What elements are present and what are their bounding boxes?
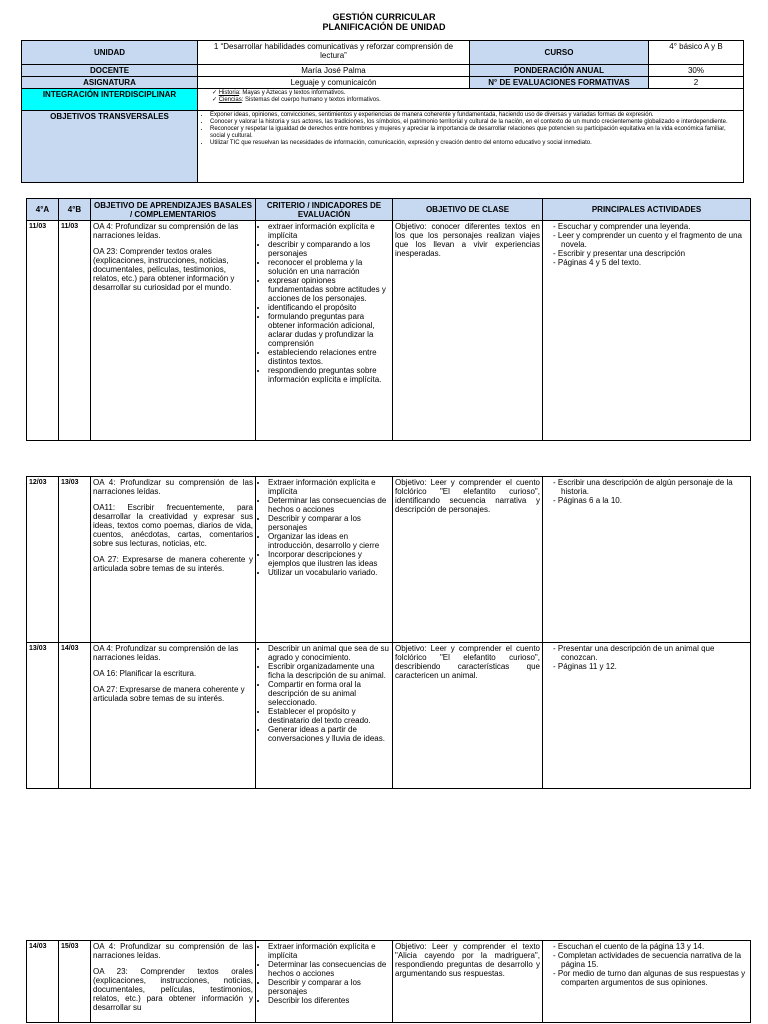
header-oa: OBJETIVO DE APRENDIZAJES BASALES / COMPLEMENTARIOS	[91, 199, 256, 221]
criterio-cell: • Extraer información explícita e implícita • Determinar las consecuencias de hechos o acciones • Describir y comparar a los personajes • Organizar las ideas en introducción, desarrollo y cierre • Incorporar descripciones y ejemplos que ilustren las ideas • Utilizar un vocabulario variado.	[256, 477, 393, 643]
criterio-cell: • extraer información explícita e implícita • describir y comparando a los personajes • reconocer el problema y la solución en una narración • expresar opiniones fundamentadas sobre actitudes y acciones de los personajes. • identificando el propósito • formulando preguntas para obtener información adicional, aclarar dudas y profundizar la comprensión • estableciendo relaciones entre distintos textos. • respondiendo preguntas sobre información explícita e implícita.	[256, 221, 393, 441]
clase-cell: Objetivo: conocer diferentes textos en los que los personajes realizan viajes que los llevan a vivir experiencias inesperadas.	[393, 221, 543, 441]
clase-cell: Objetivo: Leer y comprender el cuento folclórico "El elefantito curioso", describiendo características que caractericen un animal.	[393, 643, 543, 789]
integracion-cell	[198, 89, 744, 111]
transversal-item: • Reconocer y respetar la igualdad de derechos entre hombres y mujeres y apreciar la importancia de desarrollar relaciones que potencien su participación equitativa en la vida económica familiar, social y cultural.	[210, 126, 741, 140]
clase-cell: Objetivo: Leer y comprender el texto "Alicia cayendo por la madriguera", respondiendo preguntas de desarrollo y argumentando sus respuestas.	[393, 941, 543, 1023]
header-4b: 4°B	[59, 199, 91, 221]
date-4a: 13/03	[27, 643, 59, 789]
date-4a: 11/03	[27, 221, 59, 441]
oa-cell: OA 4: Profundizar su comprensión de las narraciones leídas. OA 23: Comprender textos orales (explicaciones, instrucciones, noticias, documentales, películas, testimonios, relatos, etc.) para obtener información y desarrollar su	[91, 941, 256, 1023]
actividades-cell: - Escuchar y comprender una leyenda. - Leer y comprender un cuento y el fragmento de una novela. - Escribir y presentar una descripción - Páginas 4 y 5 del texto.	[543, 221, 751, 441]
table-row	[27, 643, 751, 789]
actividades-cell: - Escuchan el cuento de la página 13 y 14. - Completan actividades de secuencia narrativa de la página 15. - Por medio de turno dan algunas de sus respuestas y comparten argumentos de sus opiniones.	[543, 941, 751, 1023]
header-clase: OBJETIVO DE CLASE	[393, 199, 543, 221]
integracion-label: INTEGRACIÓN INTERDISCIPLINAR	[22, 89, 198, 111]
docente-value: María José Palma	[198, 65, 470, 77]
date-4a: 14/03	[27, 941, 59, 1023]
unidad-value: 1 “Desarrollar habilidades comunicativas y reforzar comprensión de lectura”	[198, 41, 470, 65]
criterio-cell: • Extraer información explícita e implícita • Determinar las consecuencias de hechos o acciones • Describir y comparar a los personajes • Describir los diferentes	[256, 941, 393, 1023]
plan-table-2	[26, 476, 751, 789]
date-4b: 13/03	[59, 477, 91, 643]
header-criterio: CRITERIO / INDICADORES DE EVALUACIÓN	[256, 199, 393, 221]
curso-value: 4° básico A y B	[649, 41, 744, 65]
criterio-cell: • Describir un animal que sea de su agrado y conocimiento. • Escribir organizadamente una ficha la descripción de su animal. • Compartir en forma oral la descripción de su animal seleccionado. • Establecer el propósito y destinatario del texto creado. • Generar ideas a partir de conversaciones y lluvia de ideas.	[256, 643, 393, 789]
evaluaciones-value: 2	[649, 77, 744, 89]
transversal-item: • Conocer y valorar la historia y sus actores, las tradiciones, los símbolos, el patrimonio territorial y cultural de la nación, en el contexto de un mundo crecientemente globalizado e interdependiente.	[210, 119, 741, 126]
docente-label: DOCENTE	[22, 65, 198, 77]
asignatura-label: ASIGNATURA	[22, 77, 198, 89]
actividades-cell: - Presentar una descripción de un animal que conozcan. - Páginas 11 y 12.	[543, 643, 751, 789]
curso-label: CURSO	[470, 41, 649, 65]
integracion-item: ✓ Historia: Mayas y Aztecas y textos informativos.	[212, 90, 741, 97]
date-4b: 11/03	[59, 221, 91, 441]
transversal-item: • Exponer ideas, opiniones, convicciones, sentimientos y experiencias de manera coherente y fundamentada, haciendo uso de diversas y variadas formas de expresión.	[210, 112, 741, 119]
document-title: GESTIÓN CURRICULAR	[332, 12, 436, 22]
document-subtitle: PLANIFICACIÓN DE UNIDAD	[322, 22, 446, 32]
oa-cell: OA 4: Profundizar su comprensión de las narraciones leídas. OA11: Escribir frecuentemente, para desarrollar la creatividad y expresar sus ideas, textos como poemas, diarios de vida, cuentos, anécdotas, cartas, comentarios sobre sus lecturas, noticias, etc. OA 27: Expresarse de manera coherente y articulada sobre temas de su interés.	[91, 477, 256, 643]
transversales-cell	[198, 111, 744, 183]
transversal-item: • Utilizar TIC que resuelvan las necesidades de información, comunicación, expresión y creación dentro del entorno educativo y social inmediato.	[210, 140, 741, 147]
table-row	[27, 941, 751, 1023]
unit-info-table	[21, 40, 744, 183]
ponderacion-label: PONDERACIÓN ANUAL	[470, 65, 649, 77]
oa-cell: OA 4: Profundizar su comprensión de las narraciones leídas. OA 23: Comprender textos orales (explicaciones, instrucciones, noticias, documentales, películas, testimonios, relatos, etc.) para obtener información y desarrollar su curiosidad por el mundo.	[91, 221, 256, 441]
transversales-label: OBJETIVOS TRANSVERSALES	[22, 111, 198, 183]
evaluaciones-label: N° DE EVALUACIONES FORMATIVAS	[470, 77, 649, 89]
oa-cell: OA 4: Profundizar su comprensión de las narraciones leídas. OA 16: Planificar la escritura. OA 27: Expresarse de manera coherente y articulada sobre temas de su interés.	[91, 643, 256, 789]
integracion-item: ✓ Ciencias: Sistemas del cuerpo humano y textos informativos.	[212, 97, 741, 104]
clase-cell: Objetivo: Leer y comprender el cuento folclórico "El elefantito curioso", identificando secuencia narrativa y descripción de personajes.	[393, 477, 543, 643]
table-row	[27, 221, 751, 441]
table-row	[27, 477, 751, 643]
plan-table-1	[26, 198, 751, 441]
header-actividades: PRINCIPALES ACTIVIDADES	[543, 199, 751, 221]
ponderacion-value: 30%	[649, 65, 744, 77]
date-4b: 15/03	[59, 941, 91, 1023]
plan-table-3	[26, 940, 751, 1023]
date-4b: 14/03	[59, 643, 91, 789]
asignatura-value: Leguaje y comunicaicón	[198, 77, 470, 89]
actividades-cell: - Escribir una descripción de algún personaje de la historia. - Páginas 6 a la 10.	[543, 477, 751, 643]
unidad-label: UNIDAD	[22, 41, 198, 65]
header-4a: 4°A	[27, 199, 59, 221]
date-4a: 12/03	[27, 477, 59, 643]
